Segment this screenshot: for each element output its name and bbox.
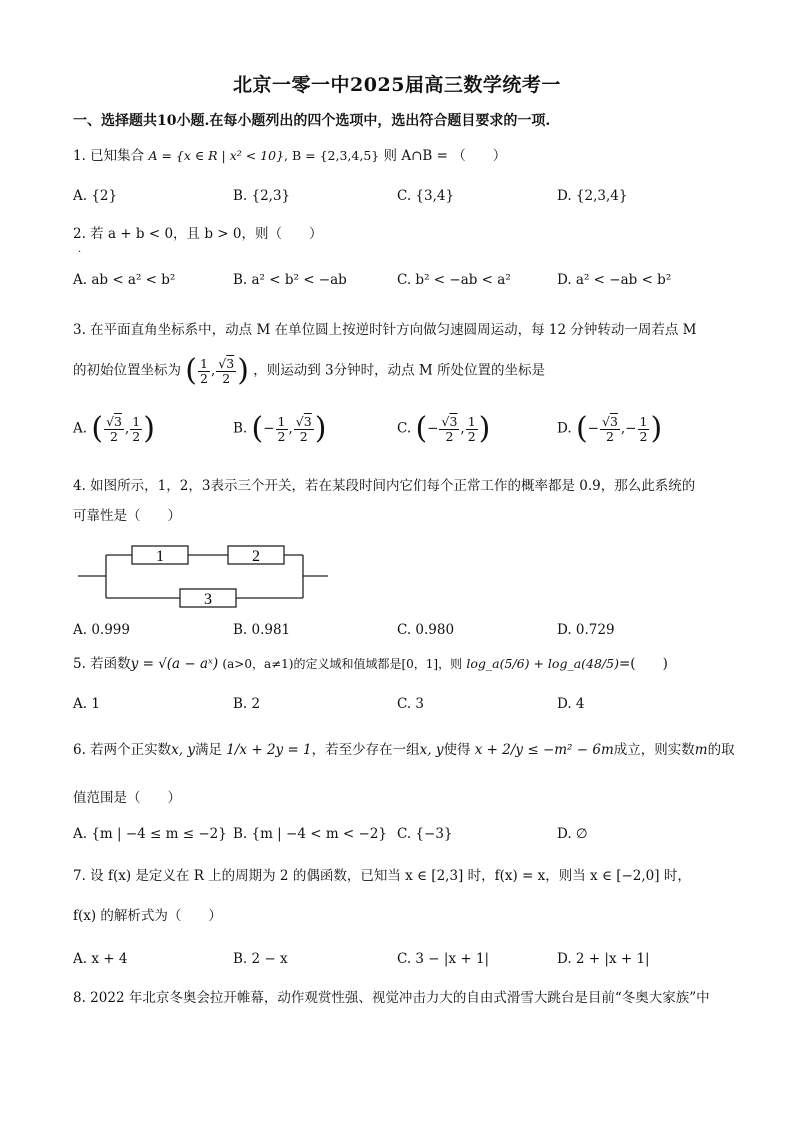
q3-option-c[interactable]: C. (− $\frac{√3}{2}$ , $\frac{1}{2}$ ) (397, 411, 491, 446)
question-4-line2: 可靠性是（ ） (73, 508, 181, 524)
q1-suffix: 则 A∩B = （ ） (383, 148, 507, 164)
question-6-line2: 值范围是（ ） (73, 790, 181, 806)
q5-function: y = √(a − aˣ) (130, 656, 219, 672)
q2-option-d[interactable]: D. a² < −ab < b² (557, 272, 672, 288)
question-6-line1 (73, 742, 735, 758)
question-7-line1: 7. 设 f(x) 是定义在 R 上的周期为 2 的偶函数，已知当 x ∈ [2,3] 时，f(x) = x，则当 x ∈ [−2,0] 时， (73, 868, 691, 884)
q4-option-c[interactable]: C. 0.980 (397, 622, 455, 638)
q6-e: 成立，则实数 (613, 742, 695, 758)
q3-option-b[interactable]: B. (− $\frac{1}{2}$ , $\frac{√3}{2}$ ) (233, 411, 327, 446)
q6-m: m (694, 742, 708, 758)
q1-option-b[interactable]: B. {2,3} (233, 188, 291, 204)
q4-option-b[interactable]: B. 0.981 (233, 622, 291, 638)
q4-option-d[interactable]: D. 0.729 (557, 622, 615, 638)
q5-option-b[interactable]: B. 2 (233, 696, 261, 712)
q6-a: 6. 若两个正实数 (73, 742, 172, 758)
question-4-line1: 4. 如图所示，1，2，3表示三个开关，若在某段时间内它们每个正常工作的概率都是 0.9，那么此系统的 (73, 478, 696, 494)
section-heading: 一、选择题共10小题.在每小题列出的四个选项中，选出符合题目要求的一项. (73, 113, 551, 129)
q3-option-a-label: A. (73, 420, 88, 437)
q3-option-d[interactable]: D. (− $\frac{√3}{2}$ ,− $\frac{1}{2}$ ) (557, 411, 663, 446)
q6-c: ，若至少存在一组 (311, 742, 420, 758)
question-3-line1: 3. 在平面直角坐标系中，动点 M 在单位圆上按逆时针方向做匀速圆周运动，每 12 分钟转动一周若点 M (73, 322, 697, 338)
page-title: 北京一零一中2025届高三数学统考一 (233, 74, 561, 96)
q1-option-c[interactable]: C. {3,4} (397, 188, 455, 204)
q5-option-a[interactable]: A. 1 (73, 696, 100, 712)
q1-set-b: , B = {2,3,4,5} (284, 148, 380, 163)
q6-option-a[interactable]: A. {m | −4 ≤ m ≤ −2} (73, 826, 227, 842)
q3-option-b-label: B. (233, 420, 248, 437)
q6-option-b[interactable]: B. {m | −4 < m < −2} (233, 826, 388, 842)
q1-option-a[interactable]: A. {2} (73, 188, 118, 204)
q5-option-d[interactable]: D. 4 (557, 696, 585, 712)
q6-condition: 1/x + 2y = 1 (226, 742, 312, 758)
q3-line2-start: 的初始位置坐标为 (73, 362, 181, 379)
question-1 (73, 148, 506, 164)
q5-prefix: 5. 若函数 (73, 656, 131, 672)
question-7-line2: f(x) 的解析式为（ ） (73, 908, 222, 924)
q5-suffix: =( ) (618, 656, 668, 672)
q6-f: 的取 (707, 742, 735, 758)
q7-option-b[interactable]: B. 2 − x (233, 951, 288, 967)
question-5 (73, 656, 668, 672)
q6-b: 满足 (195, 742, 222, 758)
q6-option-d[interactable]: D. ∅ (557, 826, 588, 842)
q6-xy-2: x, y (419, 742, 444, 758)
switch-3-label: 3 (204, 591, 212, 608)
q1-option-d[interactable]: D. {2,3,4} (557, 188, 628, 204)
q7-option-d[interactable]: D. 2 + |x + 1| (557, 951, 650, 967)
q2-option-c[interactable]: C. b² < −ab < a² (397, 272, 511, 288)
q6-xy: x, y (171, 742, 195, 758)
question-2: 2. 若 a + b < 0，且 b > 0，则（ ） (73, 226, 323, 242)
switch-2-label: 2 (252, 548, 260, 565)
q3-line2-end: ，则运动到 3分钟时，动点 M 所处位置的坐标是 (253, 362, 545, 379)
q6-option-c[interactable]: C. {−3} (397, 826, 453, 842)
q2-option-b[interactable]: B. a² < b² < −ab (233, 272, 347, 288)
q1-set-a: A = {x ∈ R | x² < 10} (148, 148, 285, 163)
q7-option-a[interactable]: A. x + 4 (73, 951, 128, 967)
question-8-line1: 8. 2022 年北京冬奥会拉开帷幕，动作观赏性强、视觉冲击力大的自由式滑雪大跳台是目前“冬奥大家族”中 (73, 990, 710, 1006)
q5-expression: log_a(5/6) + log_a(48/5) (466, 656, 619, 671)
q3-option-c-label: C. (397, 420, 412, 437)
q5-condition: (a>0，a≠1)的定义域和值域都是[0，1]，则 (222, 657, 463, 671)
q7-option-c[interactable]: C. 3 − |x + 1| (397, 951, 490, 967)
q4-option-a[interactable]: A. 0.999 (73, 622, 130, 638)
q1-prefix: 1. 已知集合 (73, 148, 145, 164)
q5-option-c[interactable]: C. 3 (397, 696, 425, 712)
q6-d: 使得 (443, 742, 471, 758)
circuit-diagram (78, 540, 328, 610)
q6-inequality: x + 2/y ≤ −m² − 6m (474, 742, 614, 758)
switch-1-label: 1 (156, 548, 164, 565)
question-3-line2: 的初始位置坐标为 ( $\frac{1}{2}$ , $\frac{√3}{2}$ ) ，则运动到 3分钟时，动点 M 所处位置的坐标是 (73, 353, 545, 388)
stray-dot: . (78, 244, 82, 255)
q3-option-d-label: D. (557, 420, 572, 437)
q3-option-a[interactable]: A. ( $\frac{√3}{2}$ , $\frac{1}{2}$ ) (73, 411, 155, 446)
q2-option-a[interactable]: A. ab < a² < b² (73, 272, 176, 288)
